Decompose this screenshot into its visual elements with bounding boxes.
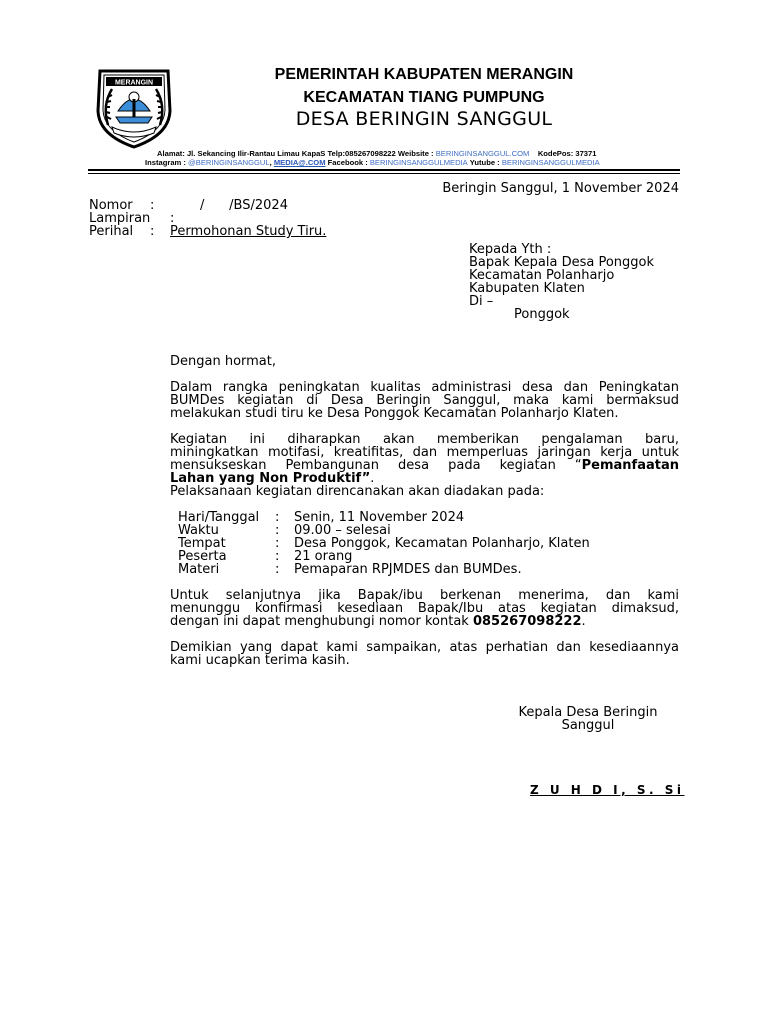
schedule-value-time: 09.00 – selesai	[294, 523, 391, 538]
website-link[interactable]: BERINGINSANGGUL.COM	[435, 149, 530, 158]
schedule-value-participants: 21 orang	[294, 549, 353, 564]
schedule-colon-time: :	[275, 523, 280, 538]
instagram-link[interactable]: @BERINGINSANGGUL	[188, 158, 270, 167]
schedule-colon-day: :	[275, 510, 280, 525]
p2-bold-start: Pemanfaatan	[581, 458, 679, 473]
p4-period: .	[581, 614, 586, 629]
greeting: Dengan hormat,	[170, 354, 277, 369]
nomor-value: / /BS/2024	[200, 198, 288, 213]
merangin-logo	[92, 65, 176, 149]
p1-line-1: Dalam rangka peningkatan kualitas administrasi desa dan Peningkatan	[170, 380, 679, 395]
header-divider-thick	[88, 169, 680, 171]
p5-line-1: Demikian yang dapat kami sampaikan, atas perhatian dan kesediaannya	[170, 640, 679, 655]
p5-line-2: kami ucapkan terima kasih.	[170, 653, 350, 668]
recipient-line-2: Bapak Kepala Desa Ponggok	[469, 255, 655, 270]
separator: ,	[269, 158, 274, 167]
perihal-colon: :	[150, 224, 155, 239]
schedule-value-material: Pemaparan RPJMDES dan BUMDes.	[294, 562, 522, 577]
recipient-line-3: Kecamatan Polanharjo	[469, 268, 615, 283]
schedule-label-participants: Peserta	[178, 549, 227, 564]
p2-line-3-text: mensukseskan Pembangunan desa pada kegiatan “	[170, 458, 582, 473]
schedule-colon-participants: :	[275, 549, 280, 564]
header-district: KECAMATAN TIANG PUMPUNG	[303, 89, 545, 106]
p2-period: .	[370, 471, 375, 486]
p2-line-2: miningkatkan motifasi, kreatifitas, dan memperluas jaringan kerja untuk	[170, 445, 679, 460]
recipient-line-4: Kabupaten Klaten	[469, 281, 585, 296]
nomor-colon: :	[150, 198, 155, 213]
lampiran-colon: :	[170, 211, 175, 226]
logo-text: MERANGIN	[114, 79, 154, 87]
p3-text: Pelaksanaan kegiatan direncanakan akan diadakan pada:	[170, 484, 545, 499]
schedule-label-time: Waktu	[178, 523, 219, 538]
recipient-line-6: Ponggok	[514, 307, 570, 322]
lampiran-label: Lampiran	[89, 211, 151, 226]
nomor-label: Nomor	[89, 198, 133, 213]
header-village: DESA BERINGIN SANGGUL	[295, 108, 553, 130]
p2-bold-end: Lahan yang Non Produktif”	[170, 471, 371, 486]
p4-line-3-text: dengan ini dapat menghubungi nomor kontak	[170, 614, 473, 629]
youtube-link[interactable]: BERINGINSANGGULMEDIA	[501, 158, 600, 167]
contact-line-2	[145, 158, 600, 167]
facebook-label: Facebook :	[325, 158, 370, 167]
schedule-label-material: Materi	[178, 562, 220, 577]
postcode-text: KodePos: 37371	[537, 149, 597, 158]
p2-line-1: Kegiatan ini diharapkan akan memberikan pengalaman baru,	[170, 432, 679, 447]
contact-line-1	[157, 149, 596, 158]
schedule-value-place: Desa Ponggok, Kecamatan Polanharjo, Klaten	[294, 536, 590, 551]
p4-line-1: Untuk selanjutnya jika Bapak/ibu berkenan menerima, dan kami	[170, 588, 679, 603]
place-date: Beringin Sanggul, 1 November 2024	[442, 181, 679, 196]
p4-line-3	[170, 615, 679, 628]
contact-number: 085267098222	[472, 614, 582, 629]
schedule-colon-material: :	[275, 562, 280, 577]
media-link[interactable]: MEDIA@.COM	[273, 158, 326, 167]
recipient-line-1: Kepada Yth :	[469, 242, 552, 257]
p4-line-2: menunggu konfirmasi kesediaan Bapak/Ibu atas kegiatan dimaksud,	[170, 601, 679, 616]
header-divider-thin	[88, 173, 680, 174]
signature-title-1: Kepala Desa Beringin	[518, 705, 658, 720]
header-government: PEMERINTAH KABUPATEN MERANGIN	[274, 66, 574, 83]
schedule-label-day: Hari/Tanggal	[178, 510, 260, 525]
signatory-name: Z U H D I, S. Si	[530, 783, 685, 797]
signature-title-2: Sanggul	[561, 718, 615, 733]
p1-line-3: melakukan studi tiru ke Desa Ponggok Kecamatan Polanharjo Klaten.	[170, 406, 619, 421]
recipient-line-5: Di –	[469, 294, 494, 309]
perihal-label: Perihal	[89, 224, 134, 239]
schedule-colon-place: :	[275, 536, 280, 551]
youtube-label: Yutube :	[467, 158, 502, 167]
facebook-link[interactable]: BERINGINSANGGULMEDIA	[369, 158, 468, 167]
instagram-label: Instagram :	[145, 158, 189, 167]
perihal-value: Permohonan Study Tiru.	[170, 224, 327, 239]
p1-line-2: BUMDes kegiatan di Desa Beringin Sanggul, maka kami bermaksud	[170, 393, 679, 408]
address-text: Alamat: Jl. Sekancing Ilir-Rantau Limau KapaS Telp:085267098222 Weibsite :	[157, 149, 436, 158]
schedule-label-place: Tempat	[178, 536, 226, 551]
schedule-value-day: Senin, 11 November 2024	[294, 510, 465, 525]
